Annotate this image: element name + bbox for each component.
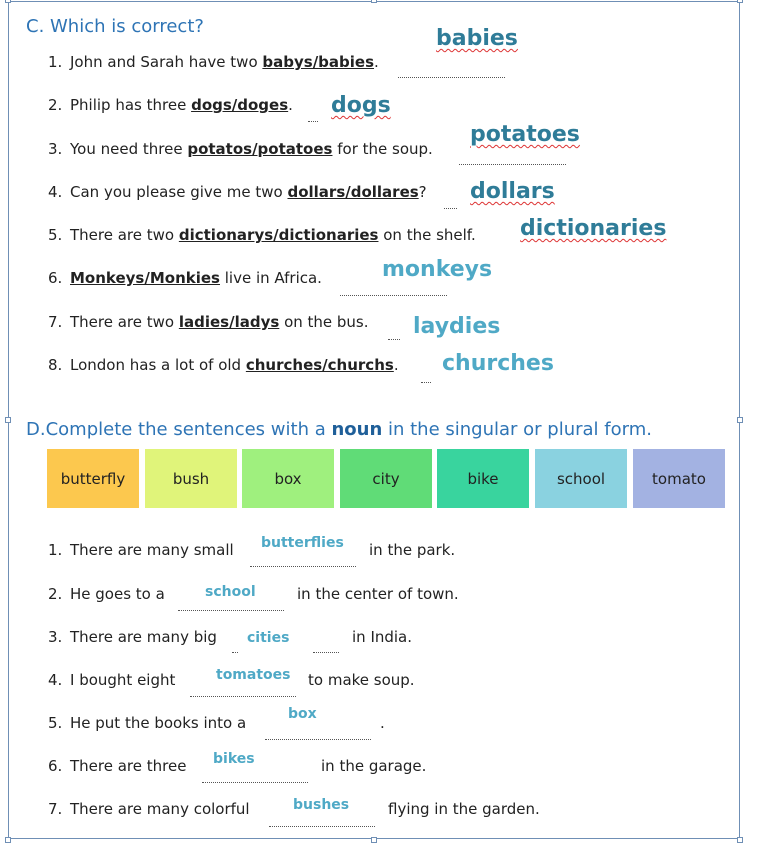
c-answer-5[interactable]: dictionaries [520,216,667,241]
d-item-3: 3. There are many big [48,628,217,646]
answer-blank [313,652,339,653]
d-item-5: 5. He put the books into a [48,714,247,732]
answer-blank [459,164,566,165]
answer-blank [265,739,371,740]
word-box-box: box [242,449,334,508]
c-item-2: 2. Philip has three dogs/doges. [48,96,293,114]
choice: churches/churchs [245,356,394,374]
word-box-butterfly: butterfly [47,449,139,508]
c-answer-4[interactable]: dollars [470,179,555,204]
answer-blank [269,826,375,827]
d-item-7: 7. There are many colorful [48,800,250,818]
word-box-school: school [535,449,627,508]
resize-handle-middle-right[interactable] [737,417,743,423]
resize-handle-top-middle[interactable] [371,0,377,3]
c-item-8: 8. London has a lot of old churches/churchs. [48,356,399,374]
d-answer-3[interactable]: cities [247,630,290,646]
answer-blank [190,696,296,697]
answer-blank [308,121,318,122]
d-item-5-post: . [380,714,385,732]
c-answer-3[interactable]: potatoes [470,122,580,147]
c-answer-2[interactable]: dogs [331,93,391,118]
answer-blank [388,339,400,340]
c-item-1: 1. John and Sarah have two babys/babies. [48,53,379,71]
answer-blank [398,77,505,78]
d-answer-7[interactable]: bushes [293,797,350,813]
choice: babys/babies [262,53,375,71]
answer-blank [250,566,356,567]
answer-blank [202,782,308,783]
choice: ladies/ladys [178,313,280,331]
d-answer-5[interactable]: box [288,706,317,722]
resize-handle-top-right[interactable] [737,0,743,3]
d-item-2: 2. He goes to a [48,585,165,603]
answer-blank [340,295,447,296]
c-item-7: 7. There are two ladies/ladys on the bus. [48,313,369,331]
c-item-4: 4. Can you please give me two dollars/dollares? [48,183,427,201]
d-item-7-post: flying in the garden. [388,800,540,818]
resize-handle-top-left[interactable] [5,0,11,3]
c-answer-6[interactable]: monkeys [382,257,493,282]
word-box-tomato: tomato [633,449,725,508]
d-item-1-post: in the park. [369,541,456,559]
d-item-4: 4. I bought eight [48,671,176,689]
word-box-bike: bike [437,449,529,508]
choice: potatos/potatoes [187,140,333,158]
d-item-4-post: to make soup. [308,671,415,689]
d-item-6: 6. There are three [48,757,187,775]
c-item-3: 3. You need three potatos/potatoes for the soup. [48,140,433,158]
d-item-2-post: in the center of town. [297,585,459,603]
d-answer-4[interactable]: tomatoes [216,667,291,683]
answer-blank [178,610,284,611]
resize-handle-bottom-middle[interactable] [371,837,377,843]
section-d-heading: D.Complete the sentences with a noun in the singular or plural form. [26,419,652,440]
d-item-3-post: in India. [352,628,413,646]
resize-handle-bottom-left[interactable] [5,837,11,843]
c-answer-8[interactable]: churches [442,351,554,376]
c-item-6: 6. Monkeys/Monkies live in Africa. [48,269,322,287]
d-item-1: 1. There are many small [48,541,234,559]
c-item-5: 5. There are two dictionarys/dictionaries on the shelf. [48,226,476,244]
d-answer-2[interactable]: school [205,584,256,600]
answer-blank [444,208,457,209]
d-item-6-post: in the garage. [321,757,427,775]
resize-handle-bottom-right[interactable] [737,837,743,843]
answer-blank [232,652,238,653]
word-box-bush: bush [145,449,237,508]
c-answer-1[interactable]: babies [436,26,518,51]
d-answer-6[interactable]: bikes [213,751,255,767]
choice: dollars/dollares [287,183,419,201]
word-box-city: city [340,449,432,508]
answer-blank [421,382,431,383]
section-c-heading: C. Which is correct? [26,16,204,37]
choice: Monkeys/Monkies [70,269,220,287]
resize-handle-middle-left[interactable] [5,417,11,423]
d-answer-1[interactable]: butterflies [261,535,344,551]
c-answer-7[interactable]: laydies [413,314,501,339]
choice: dictionarys/dictionaries [178,226,379,244]
choice: dogs/doges [191,96,289,114]
